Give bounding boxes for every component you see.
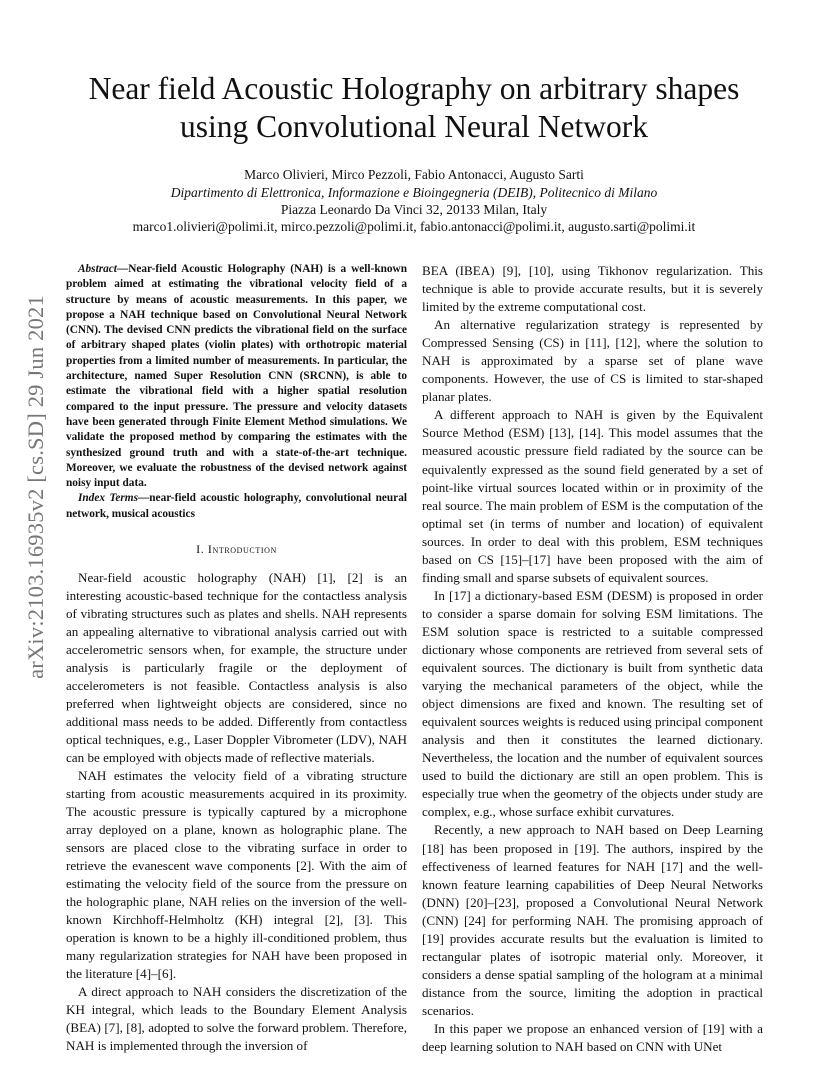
abstract-label: Abstract [78, 263, 117, 275]
paragraph: NAH estimates the velocity field of a vibrating structure starting from acoustic measurements acquired in its proximity. The acoustic pressure is typically captured by a microphone array deployed on a plane, known as holographic plane. The sensors are placed close to the vibrating surface in order to retrieve the evanescent wave components [2]. With the aim of estimating the velocity field of the source from the pressure on the holographic plane, NAH relies on the inversion of the well-known Kirchhoff-Helmholtz (KH) integral [2], [3]. This operation is known to be a highly ill-conditioned problem, thus many regularization strategies for NAH have been proposed in the literature [4]–[6]. [66, 768, 407, 982]
paragraph: A different approach to NAH is given by the Equivalent Source Method (ESM) [13], [14]. This model assumes that the measured acoustic pressure field radiated by the source can be equivalently expressed as the sound field generated by a set of point-like virtual sources located within or in proximity of the real source. The main problem of ESM is the computation of the optimal set (in terms of number and location) of equivalent sources. In order to deal with this problem, ESM techniques based on CS [15]–[17] have been proposed with the aim of finding small and sparse subsets of equivalent sources. [422, 407, 763, 585]
index-terms-text: —near-field acoustic holography, convolutional neural network, musical acoustics [66, 492, 407, 520]
author-list: Marco Olivieri, Mirco Pezzoli, Fabio Antonacci, Augusto Sarti [244, 167, 584, 182]
index-terms-label: Index Terms [78, 492, 138, 505]
address: Piazza Leonardo Da Vinci 32, 20133 Milan, Italy [280, 202, 548, 217]
title-line-1: Near field Acoustic Holography on arbitrary shapes [88, 71, 740, 106]
paragraph: In [17] a dictionary-based ESM (DESM) is proposed in order to consider a sparse domain for solving ESM limitations. The ESM solution space is restricted to a suitable compressed dictionary whose components are retrieved from several sets of equivalent sources. The dictionary is built from synthetic data varying the mechanical parameters of the object, while the object dimensions are fixed and known. The resulting set of equivalent sources weights is reduced using principal component analysis and then it constitutes the learned dictionary. Nevertheless, the location and the number of equivalent sources used to build the dictionary are still an open problem. This is especially true when the geometry of the objects under study are complex, e.g., whose surface exhibit curvatures. [422, 587, 763, 820]
section-title: Introduction [207, 542, 277, 557]
paragraph: Recently, a new approach to NAH based on Deep Learning [18] has been proposed in [19]. The authors, inspired by the effectiveness of learned features for NAH [17] and the well-known feature learning capabilities of Deep Neural Networks (DNN) [20]–[23], proposed a Convolutional Neural Network (CNN) [24] for performing NAH. The promising approach of [19] provides accurate results but the evaluation is limited to rectangular plates of isotropic material only. Moreover, it considers a dense spatial sampling of the hologram at a minimal distance from the source, limiting the adoption in practical scenarios. [422, 822, 763, 1018]
affiliation: Dipartimento di Elettronica, Informazione e Bioingegneria (DEIB), Politecnico di Milano [170, 185, 658, 200]
paragraph: In this paper we propose an enhanced version of [19] with a deep learning solution to NAH based on CNN with UNet [422, 1020, 763, 1055]
author-emails: marco1.olivieri@polimi.it, mirco.pezzoli@polimi.it, fabio.antonacci@polimi.it, augusto.sarti@polimi.it [132, 219, 696, 234]
paragraph: A direct approach to NAH considers the discretization of the KH integral, which leads to the Boundary Element Analysis (BEA) [7], [8], adopted to solve the forward problem. Therefore, NAH is implemented through the inversion of [66, 984, 407, 1054]
paper-title [40, 70, 788, 146]
arxiv-identifier: arXiv:2103.16935v2 [cs.SD] 29 Jun 2021 [23, 295, 48, 679]
paragraph: Near-field acoustic holography (NAH) [1], [2] is an interesting acoustic-based technique for the contactless analysis of vibrating structures such as plates and shells. NAH represents an appealing alternative to vibrational analysis carried out with accelerometric sensors when, for example, the structure under analysis is particularly fragile or the deployment of accelerometers is not feasible. Contactless analysis is also preferred when lightweight objects are considered, since no additional mass needs to be added. Differently from contactless optical techniques, e.g., Laser Doppler Vibrometer (LDV), NAH can be employed with objects made of reflective materials. [66, 570, 407, 766]
paragraph-continuation: BEA (IBEA) [9], [10], using Tikhonov regularization. This technique is able to provide accurate results, but it is severely limited by the extreme computational cost. [422, 263, 763, 315]
section-number: I. [196, 542, 205, 557]
right-column [422, 262, 763, 1056]
left-column [66, 262, 407, 1055]
section-heading-introduction [66, 542, 407, 557]
abstract [66, 262, 407, 491]
index-terms [66, 491, 407, 522]
paragraph: An alternative regularization strategy is represented by Compressed Sensing (CS) in [11], [12], where the solution to NAH is approximated by a sparse set of plane wave components. However, the use of CS is limited to star-shaped planar plates. [422, 317, 763, 405]
arxiv-sidebar [19, 292, 53, 682]
title-line-2: using Convolutional Neural Network [179, 109, 649, 144]
abstract-text: —Near-field Acoustic Holography (NAH) is a well-known problem aimed at estimating the vibrational velocity field of a structure by means of acoustic measurements. In this paper, we propose a NAH technique based on Convolutional Neural Network (CNN). The devised CNN predicts the vibrational field on the surface of arbitrary shaped plates (violin plates) with orthotropic material properties from a limited number of measurements. In particular, the architecture, named Super Resolution CNN (SRCNN), is able to estimate the vibrational field with a higher spatial resolution compared to the input pressure. The pressure and velocity datasets have been generated through Finite Element Method simulations. We validate the proposed method by comparing the estimates with the synthesized ground truth and with a state-of-the-art technique. Moreover, we evaluate the robustness of the devised network against noisy input data. [66, 263, 407, 490]
